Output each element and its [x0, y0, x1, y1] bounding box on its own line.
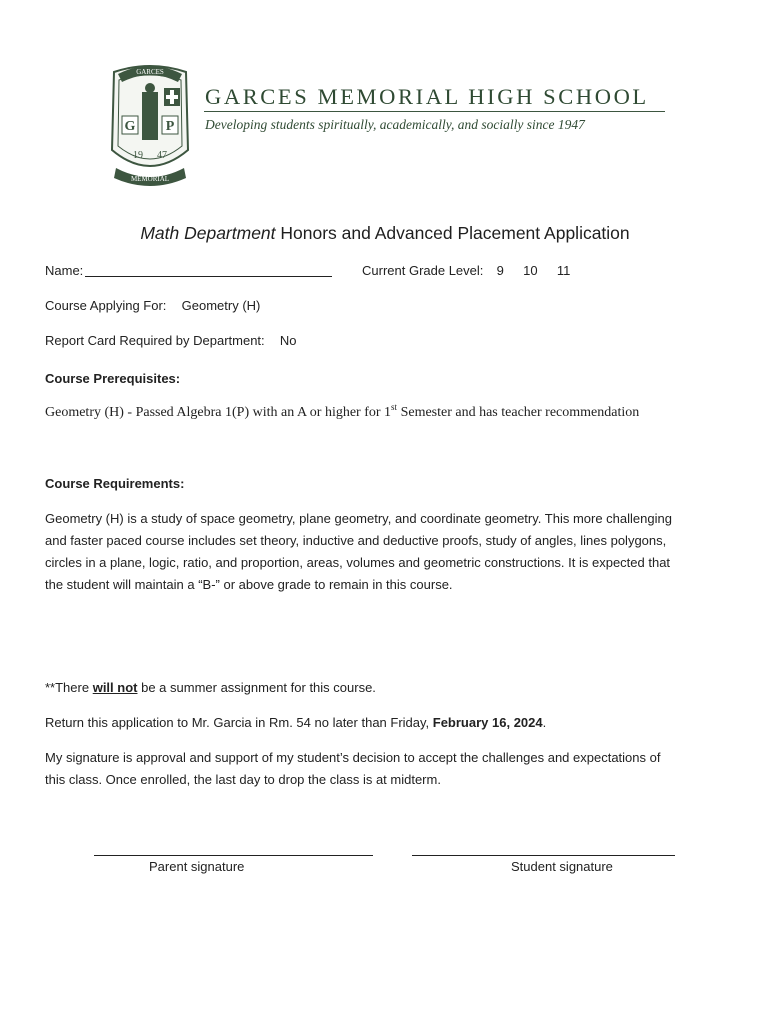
approval-line: My signature is approval and support of my student’s decision to accept the challenges and expectations of	[45, 750, 661, 765]
approval-line: this class. Once enrolled, the last day to drop the class is at midterm.	[45, 772, 441, 787]
svg-text:19: 19	[133, 150, 143, 161]
return-instructions	[45, 715, 546, 730]
approval-paragraph	[45, 747, 729, 791]
grade-option-9[interactable]: 9	[496, 263, 504, 278]
prerequisites-text-main: Geometry (H) - Passed Algebra 1(P) with an A or higher for 1	[45, 405, 392, 420]
return-deadline: February 16, 2024	[432, 715, 543, 730]
summer-note-prefix: **There	[45, 680, 93, 695]
svg-text:GARCES: GARCES	[136, 68, 164, 76]
student-signature-line[interactable]	[412, 855, 675, 856]
grade-option-11[interactable]: 11	[556, 263, 571, 278]
summer-note-emphasis: will not	[92, 680, 138, 695]
requirements-heading: Course Requirements:	[45, 476, 185, 491]
parent-signature-line[interactable]	[94, 855, 373, 856]
summer-assignment-note	[45, 680, 376, 695]
title-rest: Honors and Advanced Placement Application	[275, 223, 630, 243]
requirements-line: the student will maintain a “B-” or above grade to remain in this course.	[45, 577, 453, 592]
parent-signature-label: Parent signature	[149, 859, 245, 874]
report-card-label: Report Card Required by Department:	[45, 333, 265, 348]
requirements-line: Geometry (H) is a study of space geometry, plane geometry, and coordinate geometry. This more challenging	[45, 511, 672, 526]
school-motto: Developing students spiritually, academically, and socially since 1947	[205, 117, 585, 132]
name-label: Name:	[45, 263, 84, 278]
prerequisites-text-end: Semester and has teacher recommendation	[397, 405, 640, 420]
school-crest-logo	[104, 58, 196, 190]
svg-text:P: P	[165, 119, 175, 134]
header-divider	[204, 111, 665, 112]
student-signature-label: Student signature	[511, 859, 613, 874]
prerequisites-heading: Course Prerequisites:	[45, 371, 181, 386]
grade-label: Current Grade Level:	[362, 263, 484, 278]
title-department: Math Department	[140, 223, 276, 243]
summer-note-suffix: be a summer assignment for this course.	[137, 680, 376, 695]
svg-text:MEMORIAL: MEMORIAL	[130, 175, 170, 183]
page-title	[0, 223, 770, 244]
course-row	[45, 298, 260, 313]
prerequisites-text	[45, 402, 640, 421]
return-note-prefix: Return this application to Mr. Garcia in Rm. 54 no later than Friday,	[45, 715, 433, 730]
requirements-line: and faster paced course includes set theory, inductive and deductive proofs, study of angles, lines polygons,	[45, 533, 667, 548]
return-note-suffix: .	[542, 715, 547, 730]
report-card-value: No	[279, 333, 297, 348]
svg-text:47: 47	[157, 150, 167, 161]
course-value: Geometry (H)	[181, 298, 261, 313]
svg-text:G: G	[124, 119, 136, 134]
school-name: GARCES MEMORIAL HIGH SCHOOL	[205, 84, 649, 109]
report-card-row	[45, 333, 297, 348]
requirements-paragraph	[45, 508, 729, 596]
grade-option-10[interactable]: 10	[523, 263, 538, 278]
name-field[interactable]	[85, 263, 332, 277]
grade-row	[362, 263, 570, 278]
name-row	[45, 263, 332, 278]
requirements-line: circles in a plane, logic, ratio, and proportion, areas, volumes and geometric constructions. It is expected that	[45, 555, 671, 570]
course-label: Course Applying For:	[45, 298, 167, 313]
prerequisites-superscript: st	[391, 402, 398, 412]
